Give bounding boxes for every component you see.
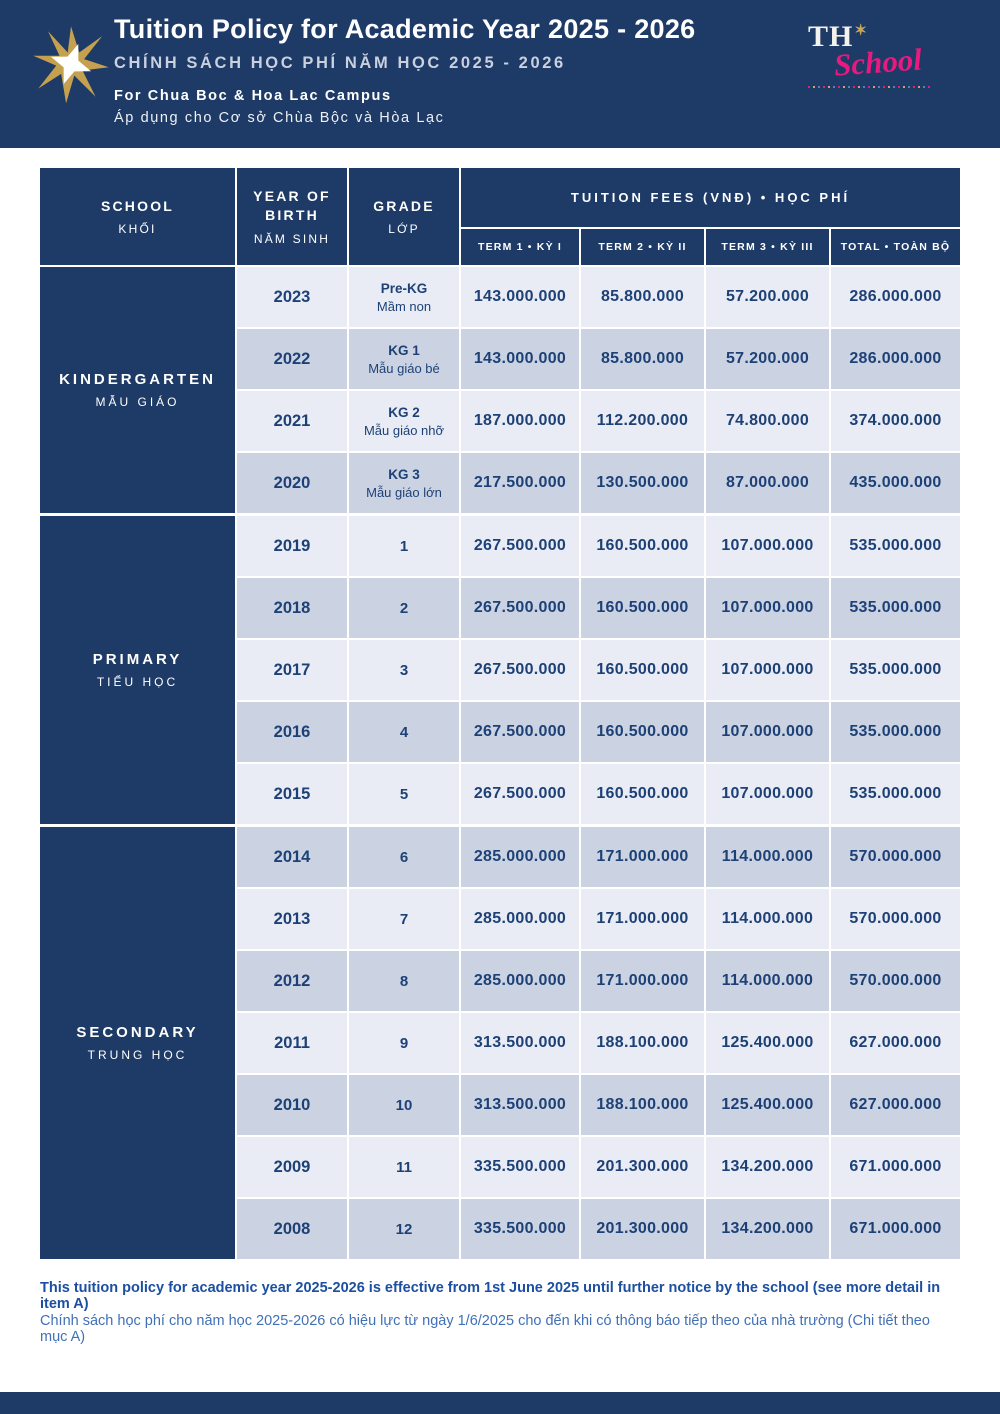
page-subtitle-vi: CHÍNH SÁCH HỌC PHÍ NĂM HỌC 2025 - 2026: [114, 54, 566, 72]
table-header: [40, 168, 960, 265]
term1-fee-cell: 217.500.000: [461, 453, 579, 513]
table-row: [237, 827, 960, 887]
term1-fee-cell: 313.500.000: [461, 1075, 579, 1135]
term2-fee-cell: 171.000.000: [581, 951, 704, 1011]
term2-fee-cell: 171.000.000: [581, 889, 704, 949]
total-fee-cell: 535.000.000: [831, 702, 960, 762]
term3-fee-cell: 74.800.000: [706, 391, 829, 451]
term3-fee-cell: 114.000.000: [706, 889, 829, 949]
year-of-birth-cell: 2015: [237, 764, 347, 824]
total-fee-cell: 671.000.000: [831, 1137, 960, 1197]
grade-cell: 5: [349, 764, 459, 824]
term3-fee-cell: 57.200.000: [706, 267, 829, 327]
term2-fee-cell: 188.100.000: [581, 1013, 704, 1073]
header-term3: TERM 3 • KỲ III: [706, 229, 829, 265]
group-name-en: SECONDARY: [76, 1024, 199, 1041]
table-row: [237, 889, 960, 949]
term2-fee-cell: 160.500.000: [581, 640, 704, 700]
header-cell-year-of-birth: [237, 168, 347, 265]
term2-fee-cell: 201.300.000: [581, 1199, 704, 1259]
term1-fee-cell: 143.000.000: [461, 329, 579, 389]
grade-cell: 10: [349, 1075, 459, 1135]
grade-cell: 1: [349, 516, 459, 576]
year-of-birth-cell: 2012: [237, 951, 347, 1011]
term1-fee-cell: 335.500.000: [461, 1199, 579, 1259]
table-row: [237, 640, 960, 700]
header-cell-grade: [349, 168, 459, 265]
term1-fee-cell: 267.500.000: [461, 764, 579, 824]
grade-cell: 4: [349, 702, 459, 762]
year-of-birth-cell: 2018: [237, 578, 347, 638]
grade-label-en: Pre-KG: [380, 280, 428, 296]
campus-line-en: For Chua Boc & Hoa Lac Campus: [114, 88, 392, 104]
year-of-birth-cell: 2019: [237, 516, 347, 576]
table-row: [237, 329, 960, 389]
year-of-birth-cell: 2021: [237, 391, 347, 451]
bottom-band: [0, 1392, 1000, 1414]
logo-star-icon: ✶: [854, 23, 868, 39]
term1-fee-cell: 285.000.000: [461, 951, 579, 1011]
total-fee-cell: 570.000.000: [831, 951, 960, 1011]
total-fee-cell: 535.000.000: [831, 640, 960, 700]
grade-cell: 7: [349, 889, 459, 949]
total-fee-cell: 671.000.000: [831, 1199, 960, 1259]
logo-dotted-line: [808, 86, 932, 88]
header-fees-subrow: [461, 229, 960, 265]
term2-fee-cell: 201.300.000: [581, 1137, 704, 1197]
total-fee-cell: 435.000.000: [831, 453, 960, 513]
total-fee-cell: 286.000.000: [831, 267, 960, 327]
grade-cell: 6: [349, 827, 459, 887]
total-fee-cell: 535.000.000: [831, 516, 960, 576]
term3-fee-cell: 107.000.000: [706, 764, 829, 824]
term2-fee-cell: 160.500.000: [581, 764, 704, 824]
term1-fee-cell: 267.500.000: [461, 640, 579, 700]
term3-fee-cell: 107.000.000: [706, 640, 829, 700]
grade-cell: 11: [349, 1137, 459, 1197]
term1-fee-cell: 267.500.000: [461, 578, 579, 638]
group-cell-primary: [40, 516, 235, 824]
table-row: [237, 1199, 960, 1259]
rows-secondary: [237, 827, 960, 1259]
rows-kindergarten: [237, 267, 960, 513]
header-grade-vi: LỚP: [388, 222, 420, 237]
header-school-en: SCHOOL: [100, 197, 175, 214]
grade-label-en: KG 2: [388, 404, 420, 420]
year-of-birth-cell: 2009: [237, 1137, 347, 1197]
grade-cell: [349, 391, 459, 451]
term3-fee-cell: 125.400.000: [706, 1013, 829, 1073]
table-row: [237, 1075, 960, 1135]
term3-fee-cell: 107.000.000: [706, 578, 829, 638]
header-fees-title: TUITION FEES (VNĐ) • HỌC PHÍ: [461, 168, 960, 227]
total-fee-cell: 535.000.000: [831, 578, 960, 638]
grade-label-en: KG 3: [388, 466, 420, 482]
term1-fee-cell: 143.000.000: [461, 267, 579, 327]
year-of-birth-cell: 2011: [237, 1013, 347, 1073]
grade-label-vi: Mẫu giáo nhỡ: [363, 422, 445, 438]
grade-cell: [349, 267, 459, 327]
header-total: TOTAL • TOÀN BỘ: [831, 229, 960, 265]
policy-note-vi: Chính sách học phí cho năm học 2025-2026 có hiệu lực từ ngày 1/6/2025 cho đến khi có thông báo tiếp theo của nhà trường (Chi tiết theo mục A): [40, 1313, 930, 1345]
header-year-vi: NĂM SINH: [253, 231, 331, 246]
term2-fee-cell: 160.500.000: [581, 578, 704, 638]
table-row: [237, 702, 960, 762]
year-of-birth-cell: 2022: [237, 329, 347, 389]
rows-primary: [237, 516, 960, 824]
total-fee-cell: 627.000.000: [831, 1075, 960, 1135]
grade-cell: 3: [349, 640, 459, 700]
term1-fee-cell: 335.500.000: [461, 1137, 579, 1197]
group-name-vi: TRUNG HỌC: [87, 1048, 188, 1062]
grade-cell: 2: [349, 578, 459, 638]
term3-fee-cell: 107.000.000: [706, 702, 829, 762]
table-row: [237, 578, 960, 638]
term3-fee-cell: 134.200.000: [706, 1199, 829, 1259]
th-school-logo: [808, 20, 938, 88]
term2-fee-cell: 188.100.000: [581, 1075, 704, 1135]
total-fee-cell: 286.000.000: [831, 329, 960, 389]
policy-note-en: This tuition policy for academic year 2025-2026 is effective from 1st June 2025 until further notice by the school (see more detail in item A): [40, 1280, 941, 1312]
starburst-logo-icon: [30, 18, 112, 110]
table-row: [237, 516, 960, 576]
grade-cell: 9: [349, 1013, 459, 1073]
group-name-en: KINDERGARTEN: [59, 371, 216, 388]
term2-fee-cell: 85.800.000: [581, 267, 704, 327]
grade-cell: [349, 453, 459, 513]
year-of-birth-cell: 2010: [237, 1075, 347, 1135]
header-cell-fees-group: [461, 168, 960, 265]
header-text-block: [114, 14, 695, 126]
header-grade-en: GRADE: [373, 197, 435, 214]
term2-fee-cell: 160.500.000: [581, 516, 704, 576]
year-of-birth-cell: 2017: [237, 640, 347, 700]
term2-fee-cell: 171.000.000: [581, 827, 704, 887]
term1-fee-cell: 285.000.000: [461, 889, 579, 949]
total-fee-cell: 570.000.000: [831, 827, 960, 887]
logo-school-text: School: [832, 41, 923, 83]
section-kindergarten: [40, 267, 960, 513]
term1-fee-cell: 267.500.000: [461, 702, 579, 762]
term3-fee-cell: 114.000.000: [706, 827, 829, 887]
term3-fee-cell: 125.400.000: [706, 1075, 829, 1135]
header-term1: TERM 1 • KỲ I: [461, 229, 579, 265]
grade-label-vi: Mầm non: [376, 298, 432, 314]
total-fee-cell: 535.000.000: [831, 764, 960, 824]
term3-fee-cell: 107.000.000: [706, 516, 829, 576]
year-of-birth-cell: 2016: [237, 702, 347, 762]
group-name-vi: MẪU GIÁO: [95, 395, 180, 409]
year-of-birth-cell: 2014: [237, 827, 347, 887]
header-band: [0, 0, 1000, 148]
table-row: [237, 267, 960, 327]
group-name-vi: TIỂU HỌC: [96, 675, 179, 689]
term1-fee-cell: 285.000.000: [461, 827, 579, 887]
grade-cell: 12: [349, 1199, 459, 1259]
campus-line-vi: Áp dụng cho Cơ sở Chùa Bộc và Hòa Lạc: [114, 110, 445, 126]
table-row: [237, 1013, 960, 1073]
term1-fee-cell: 267.500.000: [461, 516, 579, 576]
term1-fee-cell: 187.000.000: [461, 391, 579, 451]
grade-label-vi: Mẫu giáo bé: [368, 360, 440, 376]
grade-label-vi: Mẫu giáo lớn: [366, 484, 442, 500]
section-secondary: [40, 827, 960, 1259]
table-row: [237, 1137, 960, 1197]
total-fee-cell: 627.000.000: [831, 1013, 960, 1073]
term2-fee-cell: 112.200.000: [581, 391, 704, 451]
grade-cell: [349, 329, 459, 389]
term2-fee-cell: 130.500.000: [581, 453, 704, 513]
term3-fee-cell: 114.000.000: [706, 951, 829, 1011]
year-of-birth-cell: 2008: [237, 1199, 347, 1259]
term2-fee-cell: 85.800.000: [581, 329, 704, 389]
year-of-birth-cell: 2020: [237, 453, 347, 513]
table-row: [237, 764, 960, 824]
total-fee-cell: 570.000.000: [831, 889, 960, 949]
year-of-birth-cell: 2013: [237, 889, 347, 949]
group-name-en: PRIMARY: [92, 651, 183, 668]
term3-fee-cell: 134.200.000: [706, 1137, 829, 1197]
tuition-table: [40, 168, 960, 1259]
header-term2: TERM 2 • KỲ II: [581, 229, 704, 265]
group-cell-kindergarten: [40, 267, 235, 513]
header-year-en: YEAR OF BIRTH: [253, 188, 331, 223]
term3-fee-cell: 57.200.000: [706, 329, 829, 389]
term1-fee-cell: 313.500.000: [461, 1013, 579, 1073]
grade-label-en: KG 1: [388, 342, 420, 358]
term3-fee-cell: 87.000.000: [706, 453, 829, 513]
year-of-birth-cell: 2023: [237, 267, 347, 327]
term2-fee-cell: 160.500.000: [581, 702, 704, 762]
logo-th-letters: TH: [808, 20, 854, 53]
group-cell-secondary: [40, 827, 235, 1259]
table-row: [237, 453, 960, 513]
table-row: [237, 391, 960, 451]
table-row: [237, 951, 960, 1011]
header-cell-school: [40, 168, 235, 265]
grade-cell: 8: [349, 951, 459, 1011]
section-primary: [40, 516, 960, 824]
header-school-vi: KHỐI: [118, 222, 157, 237]
total-fee-cell: 374.000.000: [831, 391, 960, 451]
page-title: Tuition Policy for Academic Year 2025 - 2026: [114, 14, 696, 44]
